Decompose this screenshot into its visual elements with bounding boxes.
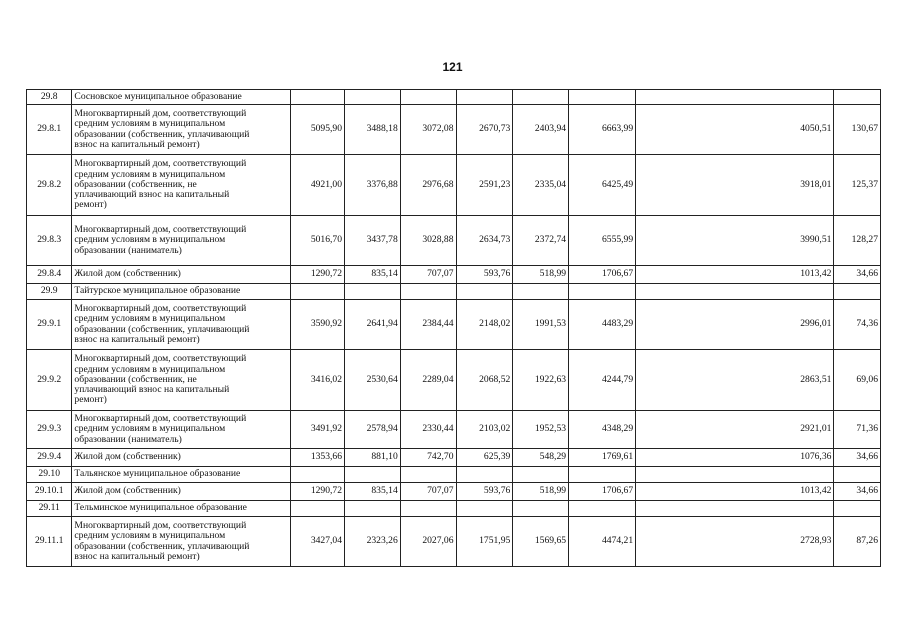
- empty-cell: [400, 284, 456, 300]
- empty-cell: [291, 284, 345, 300]
- value-cell: 5095,90: [291, 105, 345, 155]
- empty-cell: [636, 90, 834, 105]
- value-cell: 2863,51: [636, 350, 834, 411]
- empty-cell: [834, 501, 881, 517]
- value-cell: 1991,53: [513, 300, 569, 350]
- empty-cell: [345, 284, 401, 300]
- description-line: образовании (собственник, уплачивающий: [74, 540, 250, 552]
- section-header-row: [27, 284, 881, 300]
- value-cell: 4921,00: [291, 155, 345, 216]
- table-row: [27, 155, 881, 216]
- section-title: Тальянское муниципальное образование: [72, 467, 291, 483]
- section-header-row: [27, 90, 881, 105]
- value-cell: 3990,51: [636, 216, 834, 266]
- description-line: образовании (наниматель): [74, 433, 182, 445]
- empty-cell: [569, 90, 636, 105]
- value-cell: 2578,94: [345, 411, 401, 449]
- value-cell: 128,27: [834, 216, 881, 266]
- description-line: Жилой дом (собственник): [74, 485, 181, 497]
- table-row: [27, 216, 881, 266]
- tariff-table: [26, 89, 881, 567]
- value-cell: 2530,64: [345, 350, 401, 411]
- value-cell: 34,66: [834, 449, 881, 467]
- empty-cell: [834, 284, 881, 300]
- empty-cell: [513, 501, 569, 517]
- row-code: 29.8.2: [27, 155, 72, 216]
- value-cell: 4474,21: [569, 517, 636, 567]
- value-cell: 3590,92: [291, 300, 345, 350]
- empty-cell: [291, 90, 345, 105]
- description-line: Жилой дом (собственник): [74, 268, 181, 280]
- description-line: ремонт): [74, 394, 107, 406]
- value-cell: 518,99: [513, 483, 569, 501]
- value-cell: 1290,72: [291, 266, 345, 284]
- row-description: [72, 517, 291, 567]
- value-cell: 1751,95: [456, 517, 513, 567]
- table-row: [27, 411, 881, 449]
- description-line: средним условиям в муниципальном: [74, 234, 226, 246]
- value-cell: 2591,23: [456, 155, 513, 216]
- description-line: Многоквартирный дом, соответствующий: [74, 303, 247, 315]
- value-cell: 593,76: [456, 266, 513, 284]
- section-title: Тельминское муниципальное образование: [72, 501, 291, 517]
- value-cell: 2330,44: [400, 411, 456, 449]
- row-code: 29.8.1: [27, 105, 72, 155]
- value-cell: 1922,63: [513, 350, 569, 411]
- value-cell: 130,67: [834, 105, 881, 155]
- row-code: 29.11.1: [27, 517, 72, 567]
- value-cell: 2403,94: [513, 105, 569, 155]
- value-cell: 707,07: [400, 483, 456, 501]
- value-cell: 548,29: [513, 449, 569, 467]
- table-row: [27, 300, 881, 350]
- empty-cell: [456, 284, 513, 300]
- description-line: Многоквартирный дом, соответствующий: [74, 158, 247, 170]
- value-cell: 2921,01: [636, 411, 834, 449]
- description-line: Жилой дом (собственник): [74, 451, 181, 463]
- value-cell: 3028,88: [400, 216, 456, 266]
- empty-cell: [456, 501, 513, 517]
- description-line: образовании (собственник, не: [74, 373, 197, 385]
- value-cell: 3416,02: [291, 350, 345, 411]
- empty-cell: [400, 90, 456, 105]
- value-cell: 2323,26: [345, 517, 401, 567]
- value-cell: 2670,73: [456, 105, 513, 155]
- row-code: 29.10.1: [27, 483, 72, 501]
- empty-cell: [834, 467, 881, 483]
- value-cell: 4244,79: [569, 350, 636, 411]
- value-cell: 34,66: [834, 483, 881, 501]
- description-line: уплачивающий взнос на капитальный: [74, 189, 230, 201]
- row-description: [72, 411, 291, 449]
- description-line: ремонт): [74, 199, 107, 211]
- row-description: [72, 155, 291, 216]
- section-code: 29.10: [27, 467, 72, 483]
- value-cell: 69,06: [834, 350, 881, 411]
- empty-cell: [569, 501, 636, 517]
- description-line: взнос на капитальный ремонт): [74, 550, 200, 562]
- description-line: Многоквартирный дом, соответствующий: [74, 108, 247, 120]
- section-title: Сосновское муниципальное образование: [72, 90, 291, 105]
- value-cell: 71,36: [834, 411, 881, 449]
- empty-cell: [834, 90, 881, 105]
- description-line: взнос на капитальный ремонт): [74, 333, 200, 345]
- value-cell: 518,99: [513, 266, 569, 284]
- section-header-row: [27, 501, 881, 517]
- value-cell: 1569,65: [513, 517, 569, 567]
- row-description: [72, 216, 291, 266]
- value-cell: 125,37: [834, 155, 881, 216]
- empty-cell: [569, 284, 636, 300]
- row-description: [72, 105, 291, 155]
- value-cell: 3918,01: [636, 155, 834, 216]
- description-line: образовании (собственник, уплачивающий: [74, 128, 250, 140]
- section-code: 29.9: [27, 284, 72, 300]
- value-cell: 625,39: [456, 449, 513, 467]
- value-cell: 1013,42: [636, 483, 834, 501]
- value-cell: 2976,68: [400, 155, 456, 216]
- empty-cell: [456, 90, 513, 105]
- empty-cell: [456, 467, 513, 483]
- value-cell: 6555,99: [569, 216, 636, 266]
- table-row: [27, 266, 881, 284]
- value-cell: 3488,18: [345, 105, 401, 155]
- value-cell: 2384,44: [400, 300, 456, 350]
- table-body: [27, 90, 881, 567]
- row-code: 29.8.4: [27, 266, 72, 284]
- empty-cell: [291, 467, 345, 483]
- value-cell: 2372,74: [513, 216, 569, 266]
- value-cell: 881,10: [345, 449, 401, 467]
- value-cell: 2148,02: [456, 300, 513, 350]
- page-number: 121: [442, 60, 463, 74]
- value-cell: 1076,36: [636, 449, 834, 467]
- table-row: [27, 483, 881, 501]
- empty-cell: [513, 284, 569, 300]
- row-description: [72, 300, 291, 350]
- value-cell: 2641,94: [345, 300, 401, 350]
- value-cell: 4348,29: [569, 411, 636, 449]
- description-line: Многоквартирный дом, соответствующий: [74, 520, 247, 532]
- value-cell: 34,66: [834, 266, 881, 284]
- value-cell: 593,76: [456, 483, 513, 501]
- description-line: Многоквартирный дом, соответствующий: [74, 413, 247, 425]
- empty-cell: [400, 501, 456, 517]
- empty-cell: [513, 467, 569, 483]
- value-cell: 1706,67: [569, 483, 636, 501]
- table-row: [27, 449, 881, 467]
- empty-cell: [636, 284, 834, 300]
- value-cell: 3427,04: [291, 517, 345, 567]
- row-description: [72, 266, 291, 284]
- value-cell: 4483,29: [569, 300, 636, 350]
- value-cell: 707,07: [400, 266, 456, 284]
- table-row: [27, 350, 881, 411]
- description-line: средним условиям в муниципальном: [74, 363, 226, 375]
- value-cell: 742,70: [400, 449, 456, 467]
- value-cell: 1952,53: [513, 411, 569, 449]
- empty-cell: [345, 467, 401, 483]
- row-code: 29.9.1: [27, 300, 72, 350]
- empty-cell: [400, 467, 456, 483]
- section-title: Тайтурское муниципальное образование: [72, 284, 291, 300]
- value-cell: 1353,66: [291, 449, 345, 467]
- value-cell: 2289,04: [400, 350, 456, 411]
- description-line: средним условиям в муниципальном: [74, 168, 226, 180]
- row-code: 29.9.4: [27, 449, 72, 467]
- value-cell: 3376,88: [345, 155, 401, 216]
- value-cell: 5016,70: [291, 216, 345, 266]
- description-line: образовании (собственник, уплачивающий: [74, 323, 250, 335]
- value-cell: 87,26: [834, 517, 881, 567]
- value-cell: 2103,02: [456, 411, 513, 449]
- row-description: [72, 449, 291, 467]
- value-cell: 6425,49: [569, 155, 636, 216]
- description-line: средним условиям в муниципальном: [74, 313, 226, 325]
- description-line: средним условиям в муниципальном: [74, 423, 226, 435]
- value-cell: 1290,72: [291, 483, 345, 501]
- section-header-row: [27, 467, 881, 483]
- row-code: 29.8.3: [27, 216, 72, 266]
- description-line: уплачивающий взнос на капитальный: [74, 384, 230, 396]
- description-line: взнос на капитальный ремонт): [74, 138, 200, 150]
- row-description: [72, 350, 291, 411]
- value-cell: 1706,67: [569, 266, 636, 284]
- empty-cell: [291, 501, 345, 517]
- value-cell: 4050,51: [636, 105, 834, 155]
- empty-cell: [569, 467, 636, 483]
- value-cell: 2335,04: [513, 155, 569, 216]
- empty-cell: [345, 501, 401, 517]
- section-code: 29.11: [27, 501, 72, 517]
- value-cell: 74,36: [834, 300, 881, 350]
- row-description: [72, 483, 291, 501]
- value-cell: 1769,61: [569, 449, 636, 467]
- value-cell: 835,14: [345, 483, 401, 501]
- value-cell: 6663,99: [569, 105, 636, 155]
- empty-cell: [513, 90, 569, 105]
- value-cell: 3437,78: [345, 216, 401, 266]
- description-line: средним условиям в муниципальном: [74, 530, 226, 542]
- description-line: образовании (наниматель): [74, 244, 182, 256]
- value-cell: 835,14: [345, 266, 401, 284]
- value-cell: 2996,01: [636, 300, 834, 350]
- table-row: [27, 517, 881, 567]
- table-row: [27, 105, 881, 155]
- section-code: 29.8: [27, 90, 72, 105]
- description-line: Многоквартирный дом, соответствующий: [74, 224, 247, 236]
- value-cell: 2634,73: [456, 216, 513, 266]
- value-cell: 1013,42: [636, 266, 834, 284]
- row-code: 29.9.3: [27, 411, 72, 449]
- empty-cell: [636, 467, 834, 483]
- value-cell: 2027,06: [400, 517, 456, 567]
- empty-cell: [636, 501, 834, 517]
- value-cell: 3072,08: [400, 105, 456, 155]
- value-cell: 3491,92: [291, 411, 345, 449]
- value-cell: 2068,52: [456, 350, 513, 411]
- description-line: средним условиям в муниципальном: [74, 118, 226, 130]
- description-line: Многоквартирный дом, соответствующий: [74, 353, 247, 365]
- description-line: образовании (собственник, не: [74, 178, 197, 190]
- row-code: 29.9.2: [27, 350, 72, 411]
- empty-cell: [345, 90, 401, 105]
- value-cell: 2728,93: [636, 517, 834, 567]
